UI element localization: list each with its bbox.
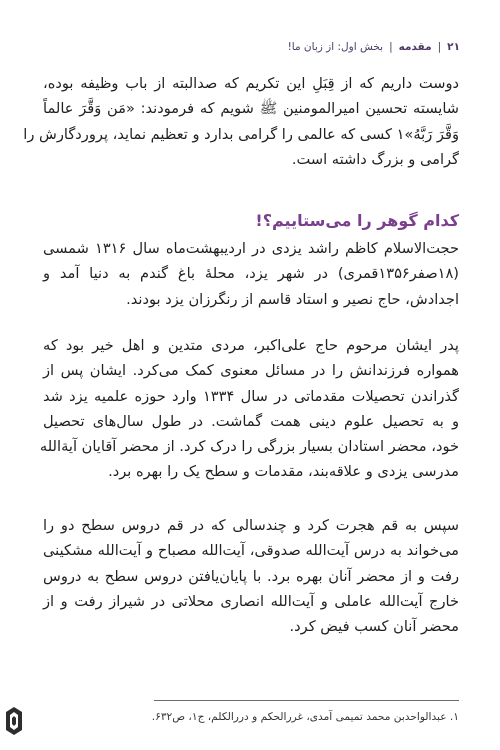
text-line: مدرسی یزدی و علاقه‌بند، مقدمات و سطح یک را بهره برد. bbox=[108, 463, 459, 481]
text-line: حجت‌الاسلام کاظم راشد یزدی در اردیبهشت‌ماه سال ۱۳۱۶ شمسی bbox=[43, 240, 459, 257]
text-line: گذراندن تحصیلات مقدماتی در سال ۱۳۳۴ وارد حوزه علمیه یزد شد bbox=[43, 387, 459, 405]
text-line: خارج آیت‌الله عاملی و آیت‌الله انصاری محلاتی در شیراز رفت و از bbox=[43, 592, 459, 610]
footnote: ۱. عبدالواحدبن محمد تمیمی آمدی، غررالحکم و دررالکلم، ج۱، ص۶۳۲. bbox=[151, 711, 459, 723]
running-header bbox=[40, 38, 460, 56]
text-line: گرامی و بزرگ داشته است. bbox=[291, 150, 459, 168]
header-separator: | bbox=[437, 41, 442, 53]
text-line: همواره فرزندانش را در مسائل معنوی کمک می‌کرد. ایشان پس از bbox=[43, 362, 459, 380]
text-line: اجدادش، حاج نصیر و استاد قاسم از رنگرزان یزد بودند. bbox=[126, 290, 459, 308]
text-line: می‌خواند به درس آیت‌الله صدوقی، آیت‌الله مصباح و آیت‌الله مشکینی bbox=[43, 542, 459, 560]
chapter-title: مقدمه bbox=[398, 41, 432, 53]
text-line: دوست داریم که از قِبَلِ این تکریم که صدالبته از باب وظیفه بوده، bbox=[43, 75, 459, 92]
paragraph-birth bbox=[43, 236, 459, 312]
header-separator: | bbox=[389, 41, 393, 53]
text-line: پدر ایشان مرحوم حاج علی‌اکبر، مردی متدین و اهل خیر بود که bbox=[43, 337, 459, 354]
text-line: شایسته تحسین امیرالمومنین ﷺ شویم که فرمودند: «مَن وَقَّرَ عالماً bbox=[43, 100, 459, 118]
section-heading: کدام گوهر را می‌ستاییم؟! bbox=[255, 211, 459, 230]
text-line: خود، محضر استادان بسیار بزرگی را درک کرد. از محضر آقایان آیة‌الله bbox=[39, 438, 459, 456]
footnote-divider bbox=[154, 700, 459, 701]
text-line: سپس به قم هجرت کرد و چندسالی که در قم دروس سطح دو را bbox=[43, 517, 459, 534]
text-line: رفت و از محضر آنان بهره برد. با پایان‌یافتن دروس سطح به دروس bbox=[43, 567, 459, 585]
publisher-emblem-icon bbox=[4, 706, 24, 736]
text-line: (۱۸صفر۱۳۵۶قمری) در شهر یزد، محلهٔ باغ گندم به دنیا آمد و bbox=[43, 265, 459, 283]
paragraph-intro bbox=[23, 71, 459, 172]
text-line: و به تحصیل علوم دینی همت گماشت. در طول سال‌های تحصیل bbox=[43, 412, 459, 430]
paragraph-qom bbox=[43, 513, 459, 639]
text-line: وَقَّرَ رَبَّهُ»۱ کسی که عالمی را گرامی بدارد و تعظیم نماید، پروردگارش را bbox=[23, 125, 459, 143]
paragraph-education bbox=[39, 333, 459, 485]
text-line: محضر آنان کسب فیض کرد. bbox=[289, 618, 459, 636]
part-title: بخش اول: از زبان ما! bbox=[287, 41, 384, 53]
page-number: ۲۱ bbox=[447, 41, 460, 53]
